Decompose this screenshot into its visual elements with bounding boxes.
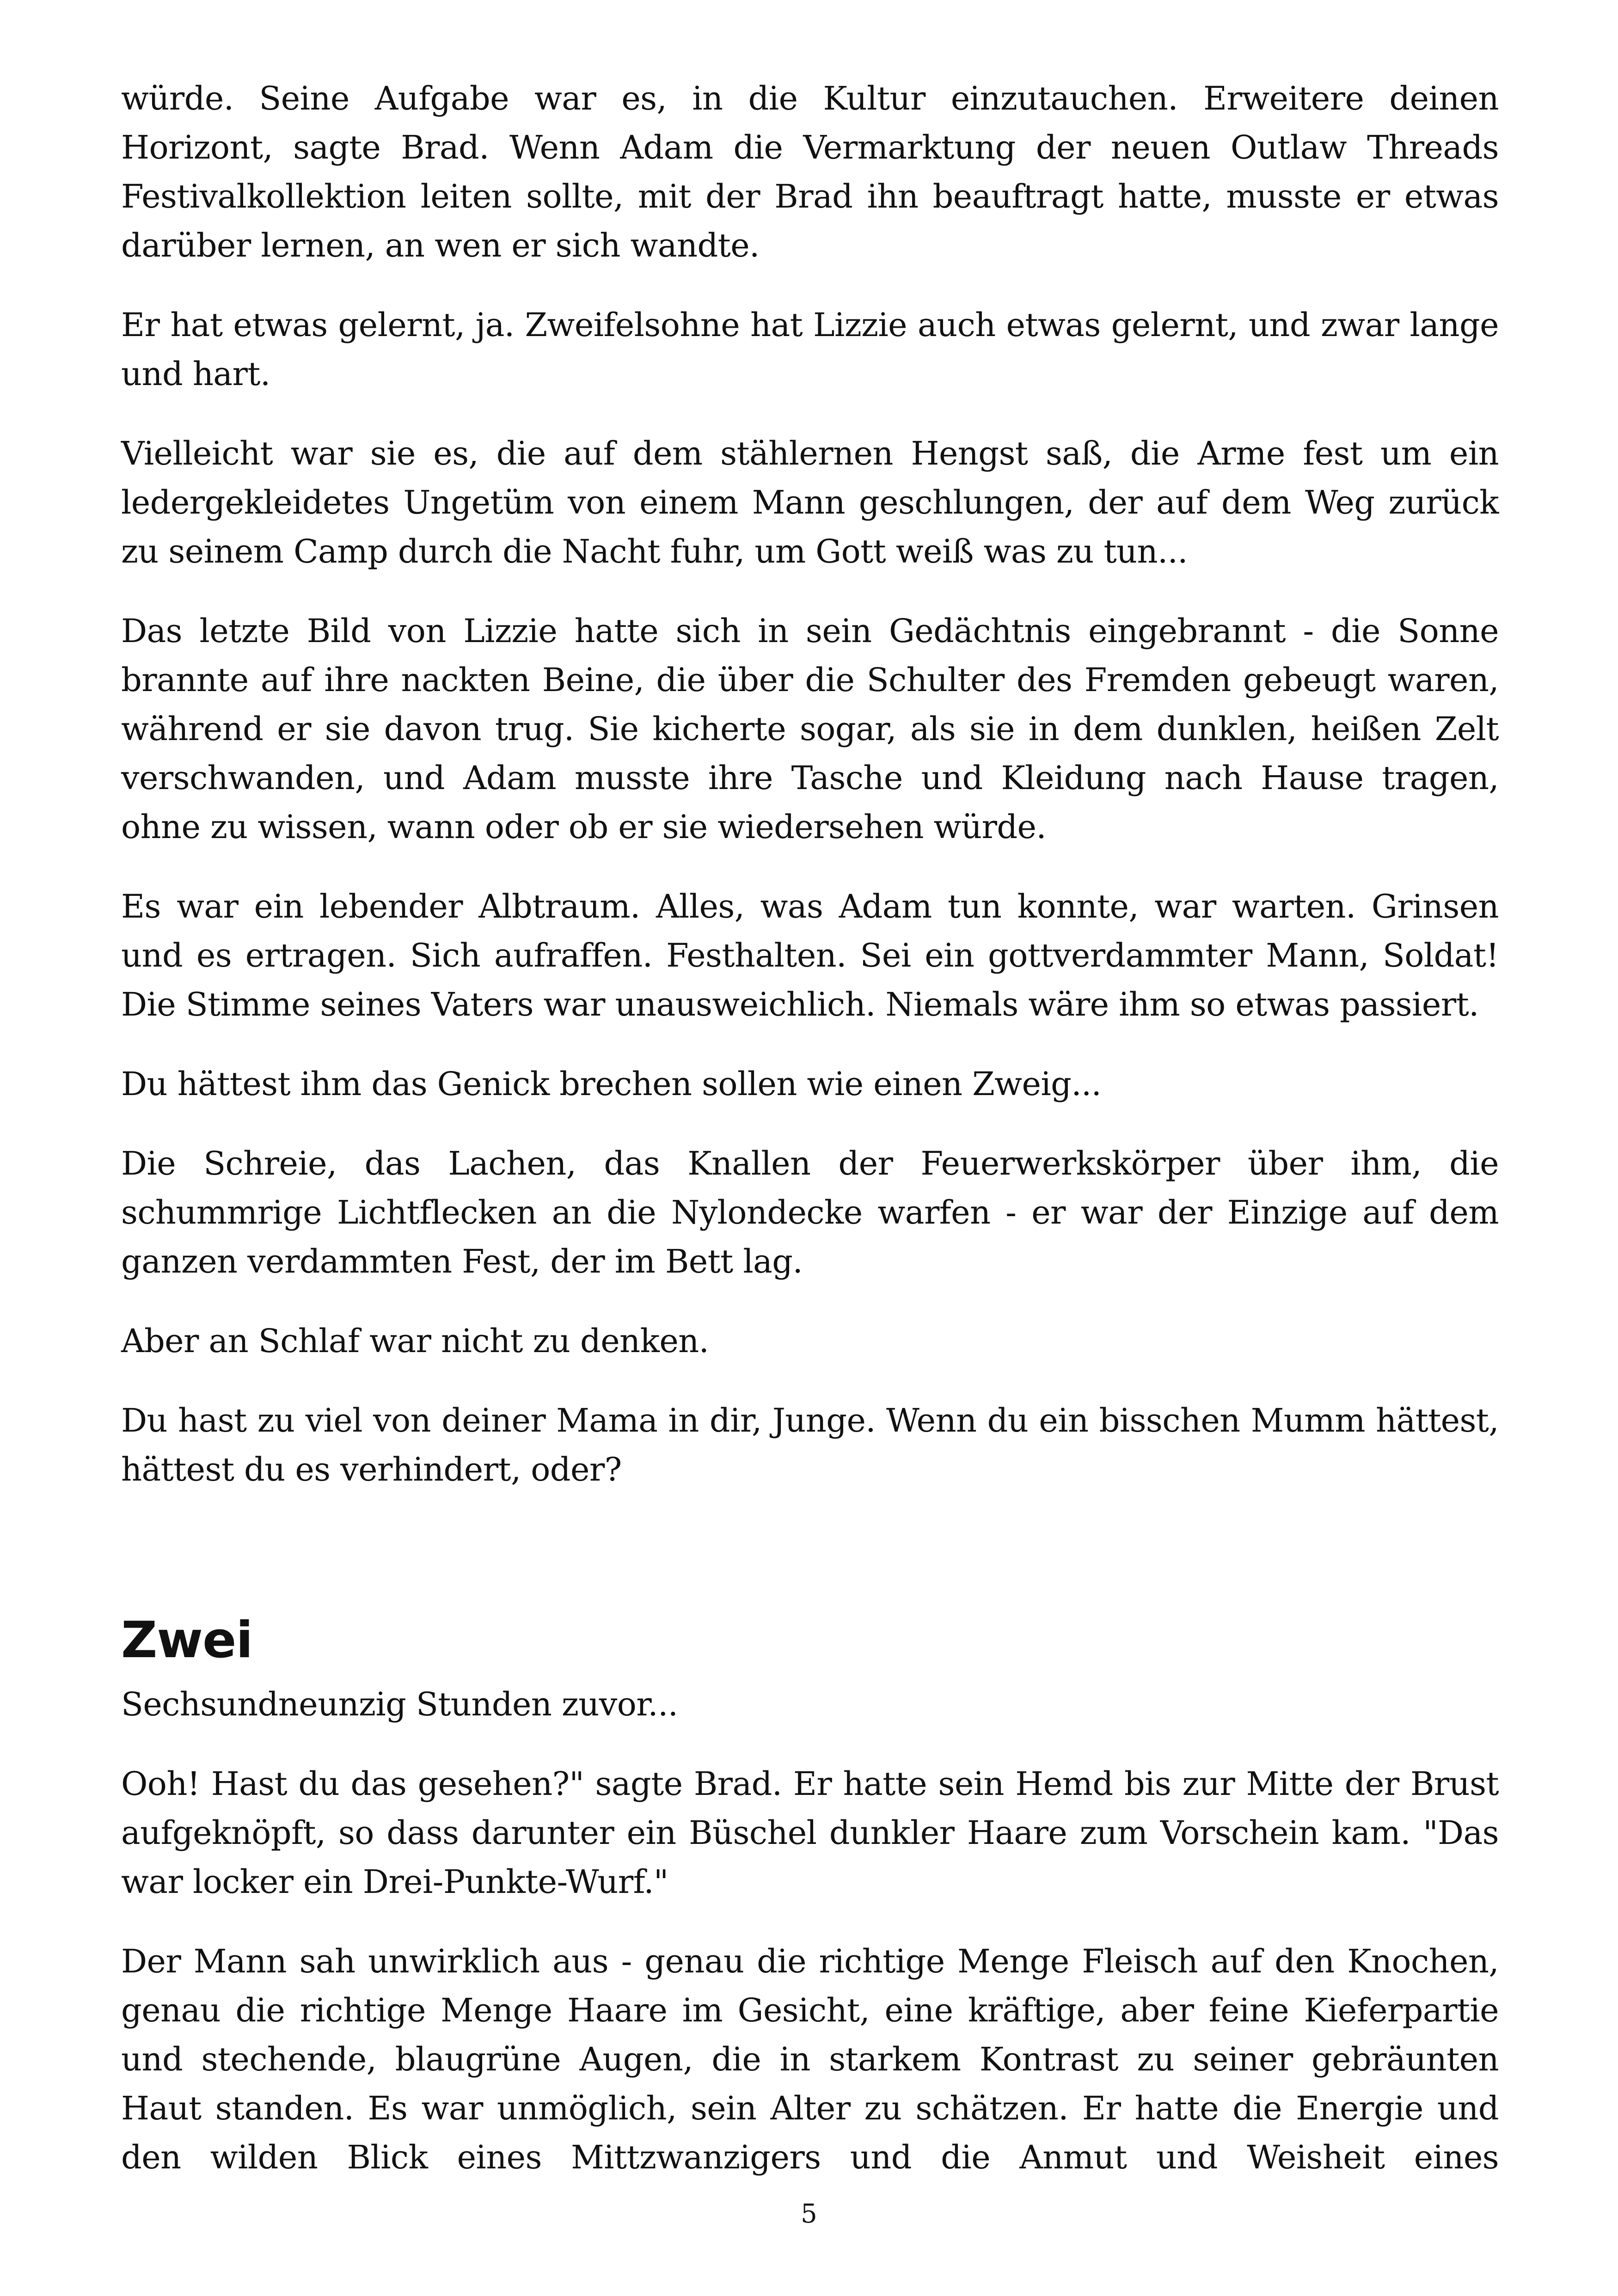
paragraph: Es war ein lebender Albtraum. Alles, was Adam tun konnte, war warten. Grinsen und es ertragen. Sich aufraffen. Festhalten. Sei ein gottverdammter Mann, Soldat! Die Stimme seines Vaters war unausweichlich. Niemals wäre ihm so etwas passiert. [121,888,1499,1023]
page-number: 5 [801,2199,817,2229]
chapter-subtitle: Sechsundneunzig Stunden zuvor... [121,1685,678,1723]
paragraph: Der Mann sah unwirklich aus - genau die richtige Menge Fleisch auf den Knochen, genau die richtige Menge Haare im Gesicht, eine kräftige, aber feine Kieferpartie und stechende, blaugrüne Augen, die in starkem Kontrast zu seiner gebräunten Haut standen. Es war unmöglich, sein Alter zu schätzen. Er hatte die Energie und den wilden Blick eines Mittzwanzigers und die Anmut und Weisheit eines [121,1942,1499,2176]
paragraph: Das letzte Bild von Lizzie hatte sich in sein Gedächtnis eingebrannt - die Sonne brannte auf ihre nackten Beine, die über die Schulter des Fremden gebeugt waren, während er sie davon trug. Sie kicherte sogar, als sie in dem dunklen, heißen Zelt verschwanden, und Adam musste ihre Tasche und Kleidung nach Hause tragen, ohne zu wissen, wann oder ob er sie wiedersehen würde. [121,612,1499,846]
paragraph: Aber an Schlaf war nicht zu denken. [121,1322,709,1360]
paragraph: Die Schreie, das Lachen, das Knallen der Feuerwerkskörper über ihm, die schummrige Lichtflecken an die Nylondecke warfen - er war der Einzige auf dem ganzen verdammten Fest, der im Bett lag. [121,1145,1499,1280]
document-page [121,74,1499,2212]
paragraph: würde. Seine Aufgabe war es, in die Kultur einzutauchen. Erweitere deinen Horizont, sagte Brad. Wenn Adam die Vermarktung der neuen Outlaw Threads Festivalkollektion leiten sollte, mit der Brad ihn beauftragt hatte, musste er etwas darüber lernen, an wen er sich wandte. [121,80,1499,264]
paragraph: Du hättest ihm das Genick brechen sollen wie einen Zweig... [121,1065,1102,1103]
paragraph: Vielleicht war sie es, die auf dem stählernen Hengst saß, die Arme fest um ein ledergekleidetes Ungetüm von einem Mann geschlungen, der auf dem Weg zurück zu seinem Camp durch die Nacht fuhr, um Gott weiß was zu tun... [121,435,1499,570]
paragraph: Er hat etwas gelernt, ja. Zweifelsohne hat Lizzie auch etwas gelernt, und zwar lange und hart. [121,306,1499,393]
paragraph: Du hast zu viel von deiner Mama in dir, Junge. Wenn du ein bisschen Mumm hättest, hättest du es verhindert, oder? [121,1402,1499,1488]
chapter-spacer [121,1525,1499,1611]
chapter-title: Zwei [121,1611,253,1669]
paragraph: Ooh! Hast du das gesehen?" sagte Brad. Er hatte sein Hemd bis zur Mitte der Brust aufgeknöpft, so dass darunter ein Büschel dunkler Haare zum Vorschein kam. "Das war locker ein Drei-Punkte-Wurf." [121,1765,1499,1901]
